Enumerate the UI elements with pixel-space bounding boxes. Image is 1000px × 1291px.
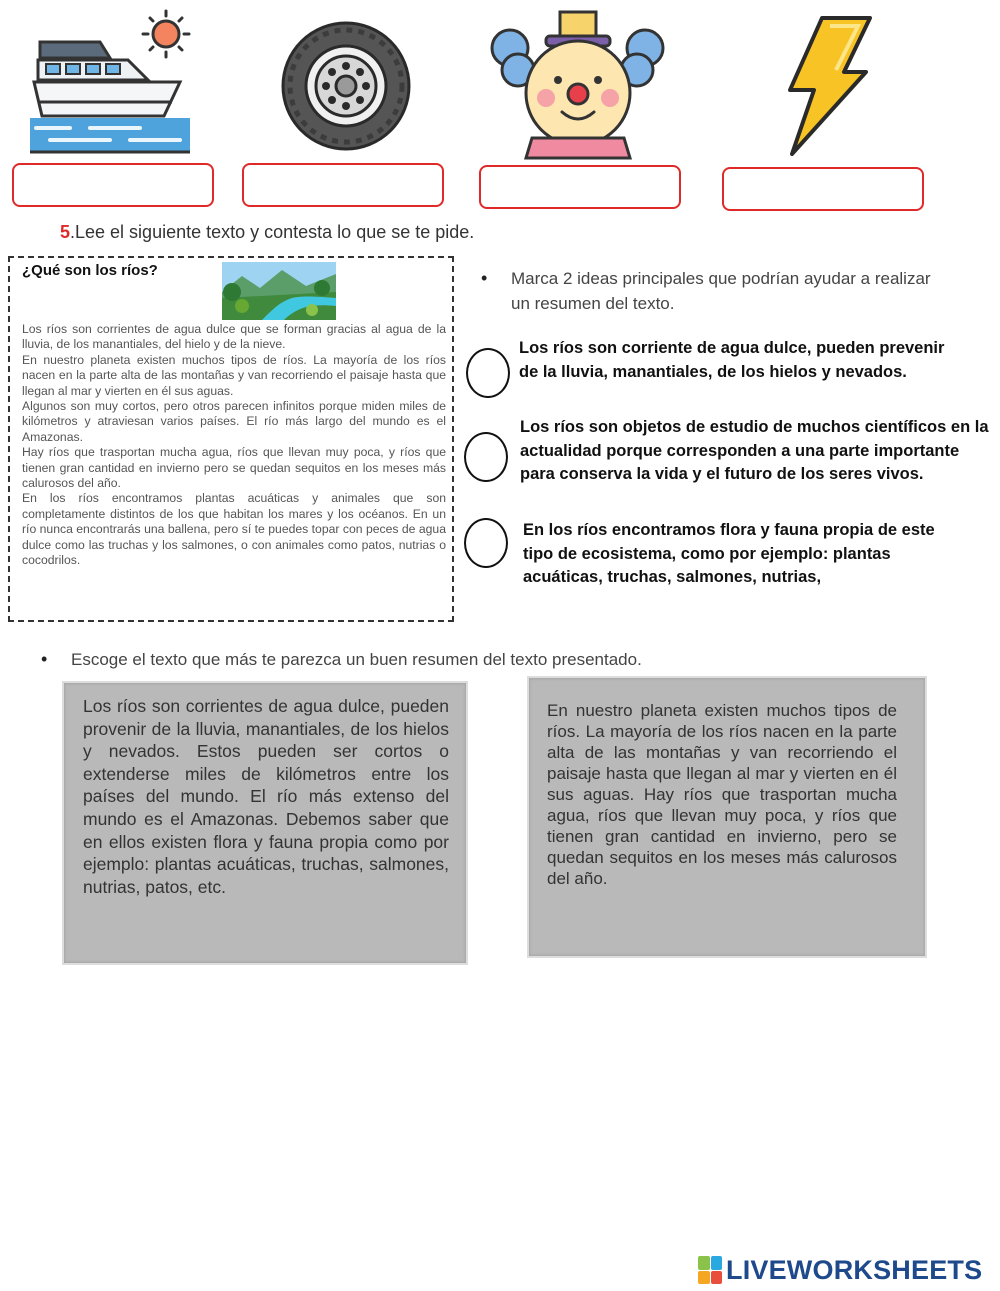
option-text-1: Los ríos son corriente de agua dulce, pueden prevenir de la lluvia, manantiales, de los hielos y nevados. xyxy=(519,339,945,381)
option-radio-2[interactable] xyxy=(464,432,508,482)
answer-box-tire[interactable] xyxy=(242,163,444,207)
option-text-2: Los ríos son objetos de estudio de muchos científicos en la actualidad porque corresponden a una parte importante para conserva la vida y el futuro de los seres vivos. xyxy=(520,418,989,483)
liveworksheets-logo xyxy=(698,1254,982,1286)
answer-box-boat[interactable] xyxy=(12,163,214,207)
reading-paragraph: Hay ríos que trasportan mucha agua, ríos que llevan muy poca, y ríos que tienen gran cantidad en invierno pero se quedan sequitos en los meses más calurosos del año. xyxy=(22,445,446,491)
option-radio-3[interactable] xyxy=(464,518,508,568)
logo-mark-icon xyxy=(698,1256,722,1284)
reading-paragraph: En los ríos encontramos plantas acuáticas y animales que son completamente distintos de los que habitan los mares y los océanos. En un río nunca encontrarás una ballena, pero sí te puedes topar con peces de agua dulce como las truchas y los salmones, o con animales como patos, nutrias o cocodrilos. xyxy=(22,491,446,568)
bullet-icon: • xyxy=(41,649,48,669)
option-radio-1[interactable] xyxy=(466,348,510,398)
reading-title: ¿Qué son los ríos? xyxy=(22,262,158,279)
summary-option-2[interactable] xyxy=(527,676,927,958)
reading-body xyxy=(22,322,446,569)
question-number: 5 xyxy=(60,222,71,242)
answer-box-lightning[interactable] xyxy=(722,167,924,211)
task1-instruction-text: Marca 2 ideas principales que podrían ayudar a realizar un resumen del texto. xyxy=(511,269,931,313)
reading-paragraph: En nuestro planeta existen muchos tipos de ríos. La mayoría de los ríos nacen en la parte alta de las montañas y van recorriendo el paisaje hasta que llegan al mar y vierten en él sus aguas. xyxy=(22,352,446,398)
tire-icon xyxy=(280,20,412,152)
clown-icon xyxy=(490,8,665,160)
logo-text: LIVEWORKSHEETS xyxy=(726,1254,983,1285)
bullet-icon: • xyxy=(481,268,488,288)
task2-instruction xyxy=(41,647,871,672)
option-text-3: En los ríos encontramos flora y fauna propia de este tipo de ecosistema, como por ejemplo: plantas acuáticas, truchas, salmones, nutrias, xyxy=(523,521,935,586)
reading-passage xyxy=(8,256,454,622)
question-heading xyxy=(60,222,474,243)
reading-paragraph: Los ríos son corrientes de agua dulce que se forman gracias al agua de la lluvia, de los manantiales, del hielo y de la nieve. xyxy=(22,322,446,352)
summary-text-2: En nuestro planeta existen muchos tipos de ríos. La mayoría de los ríos nacen en la parte alta de las montañas y van recorriendo el paisaje hasta que llegan al mar y vierten en él sus aguas. Hay ríos que trasportan mucha agua, ríos que llevan muy poca, y ríos que tienen gran cantidad en invierno, pero se quedan sequitos en los meses más calurosos del año. xyxy=(547,701,897,888)
boat-icon xyxy=(30,8,195,158)
summary-text-1: Los ríos son corrientes de agua dulce, pueden provenir de la lluvia, manantiales, de los hielos y nevados. Estos pueden ser cortos o extenderse miles de kilómetros entre los países del mundo. El río más extenso del mundo es el Amazonas. Debemos saber que en ellos existen flora y fauna propia como por ejemplo: plantas acuáticas, truchas, salmones, nutrias, patos, etc. xyxy=(83,696,449,897)
task2-instruction-text: Escoge el texto que más te parezca un buen resumen del texto presentado. xyxy=(71,650,642,669)
answer-box-clown[interactable] xyxy=(479,165,681,209)
river-landscape-image xyxy=(222,262,336,320)
lightning-icon xyxy=(782,14,874,158)
summary-option-1[interactable] xyxy=(62,681,468,965)
task1-instruction xyxy=(481,266,951,316)
question-text: .Lee el siguiente texto y contesta lo que se te pide. xyxy=(70,222,475,242)
reading-paragraph: Algunos son muy cortos, pero otros parecen infinitos porque miden miles de kilómetros y atraviesan varios países. El río más largo del mundo es el Amazonas. xyxy=(22,399,446,444)
